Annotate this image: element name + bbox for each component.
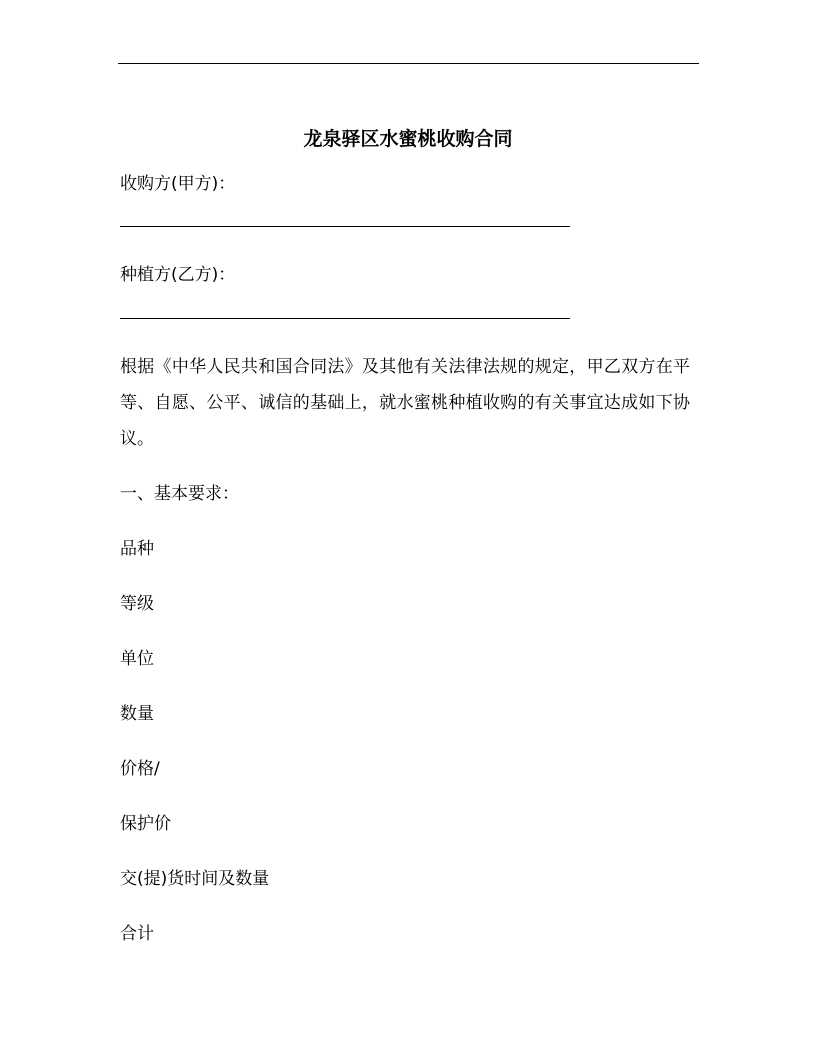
item-grade: 等级 [120,594,154,614]
item-price: 价格/ [120,759,160,779]
header-rule [118,63,699,64]
party-b-fill-line [120,318,570,319]
preamble-paragraph: 根据《中华人民共和国合同法》及其他有关法律法规的规定，甲乙双方在平等、自愿、公平、诚信的基础上，就水蜜桃种植收购的有关事宜达成如下协议。 [120,357,690,449]
party-b-label: 种植方(乙方)： [120,265,236,285]
party-a-label: 收购方(甲方)： [120,174,236,194]
item-quantity: 数量 [120,704,154,724]
item-protective-price: 保护价 [120,814,171,834]
party-a-fill-line [120,226,570,227]
item-variety: 品种 [120,539,154,559]
item-delivery-time: 交(提)货时间及数量 [120,869,270,889]
section-1-heading: 一、基本要求： [120,484,239,504]
item-unit: 单位 [120,649,154,669]
document-title: 龙泉驿区水蜜桃收购合同 [303,128,513,150]
item-total: 合计 [120,924,154,944]
